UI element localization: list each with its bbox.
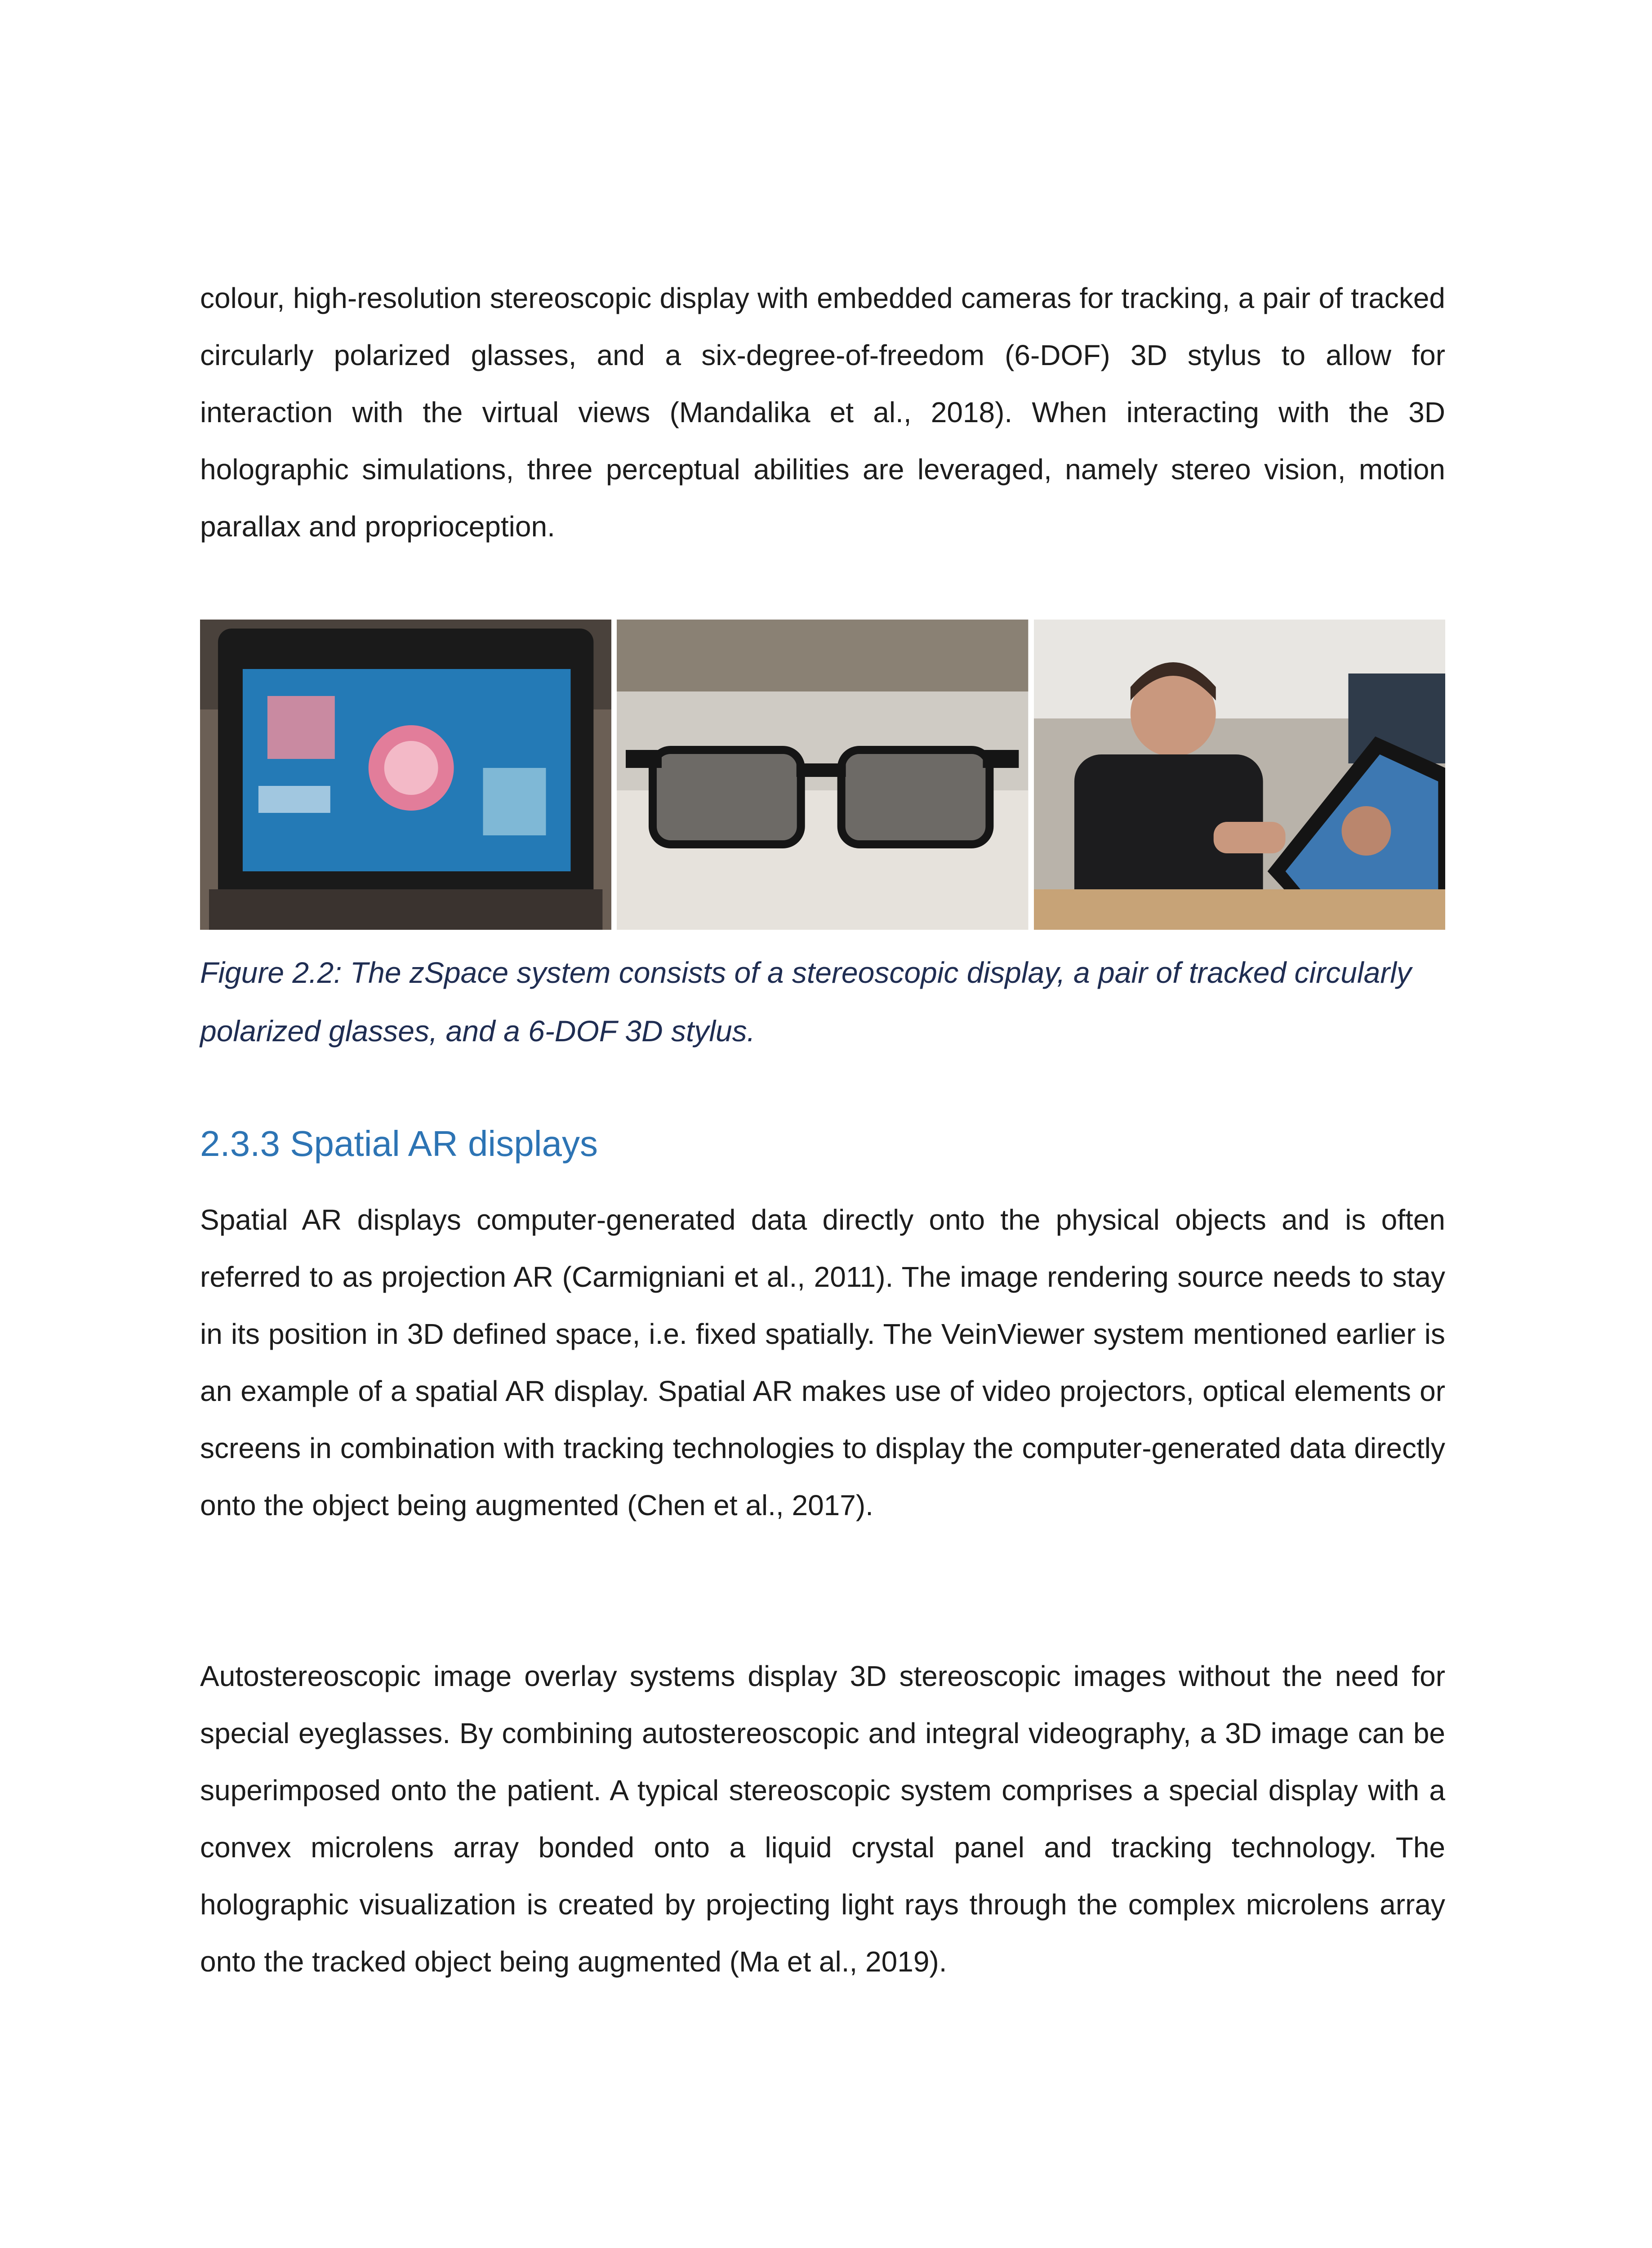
zspace-display-photo: [200, 620, 611, 930]
body-paragraph: Spatial AR displays computer-generated data directly onto the physical objects and is often referred to as projection AR (Carmigniani et al., 2011). The image rendering source needs to stay in its position in 3D defined space, i.e. fixed spatially. The VeinViewer system mentioned earlier is an example of a spatial AR display. Spatial AR makes use of video projectors, optical elements or screens in combination with tracking technologies to display the computer-generated data directly onto the object being augmented (Chen et al., 2017).: [200, 1204, 1445, 1521]
user-with-stylus-photo: [1034, 620, 1445, 930]
section-heading: 2.3.3 Spatial AR displays: [200, 1124, 598, 1164]
body-paragraph: colour, high-resolution stereoscopic display with embedded cameras for tracking, a pair of tracked circularly polarized glasses, and a six-degree-of-freedom (6-DOF) 3D stylus to allow for interaction with the virtual views (Mandalika et al., 2018). When interacting with the 3D holographic simulations, three perceptual abilities are leveraged, namely stereo vision, motion parallax and proprioception.: [200, 282, 1445, 543]
body-paragraph: Autostereoscopic image overlay systems display 3D stereoscopic images without the need for special eyeglasses. By combining autostereoscopic and integral videography, a 3D image can be superimposed onto the patient. A typical stereoscopic system comprises a special display with a convex microlens array bonded onto a liquid crystal panel and tracking technology. The holographic visualization is created by projecting light rays through the complex microlens array onto the tracked object being augmented (Ma et al., 2019).: [200, 1660, 1445, 1978]
figure-caption: Figure 2.2: The zSpace system consists of a stereoscopic display, a pair of tracked circularly polarized glasses, and a 6-DOF 3D stylus.: [200, 956, 1412, 1048]
figure-zspace: [200, 620, 1445, 930]
polarized-glasses-photo: [617, 620, 1028, 930]
